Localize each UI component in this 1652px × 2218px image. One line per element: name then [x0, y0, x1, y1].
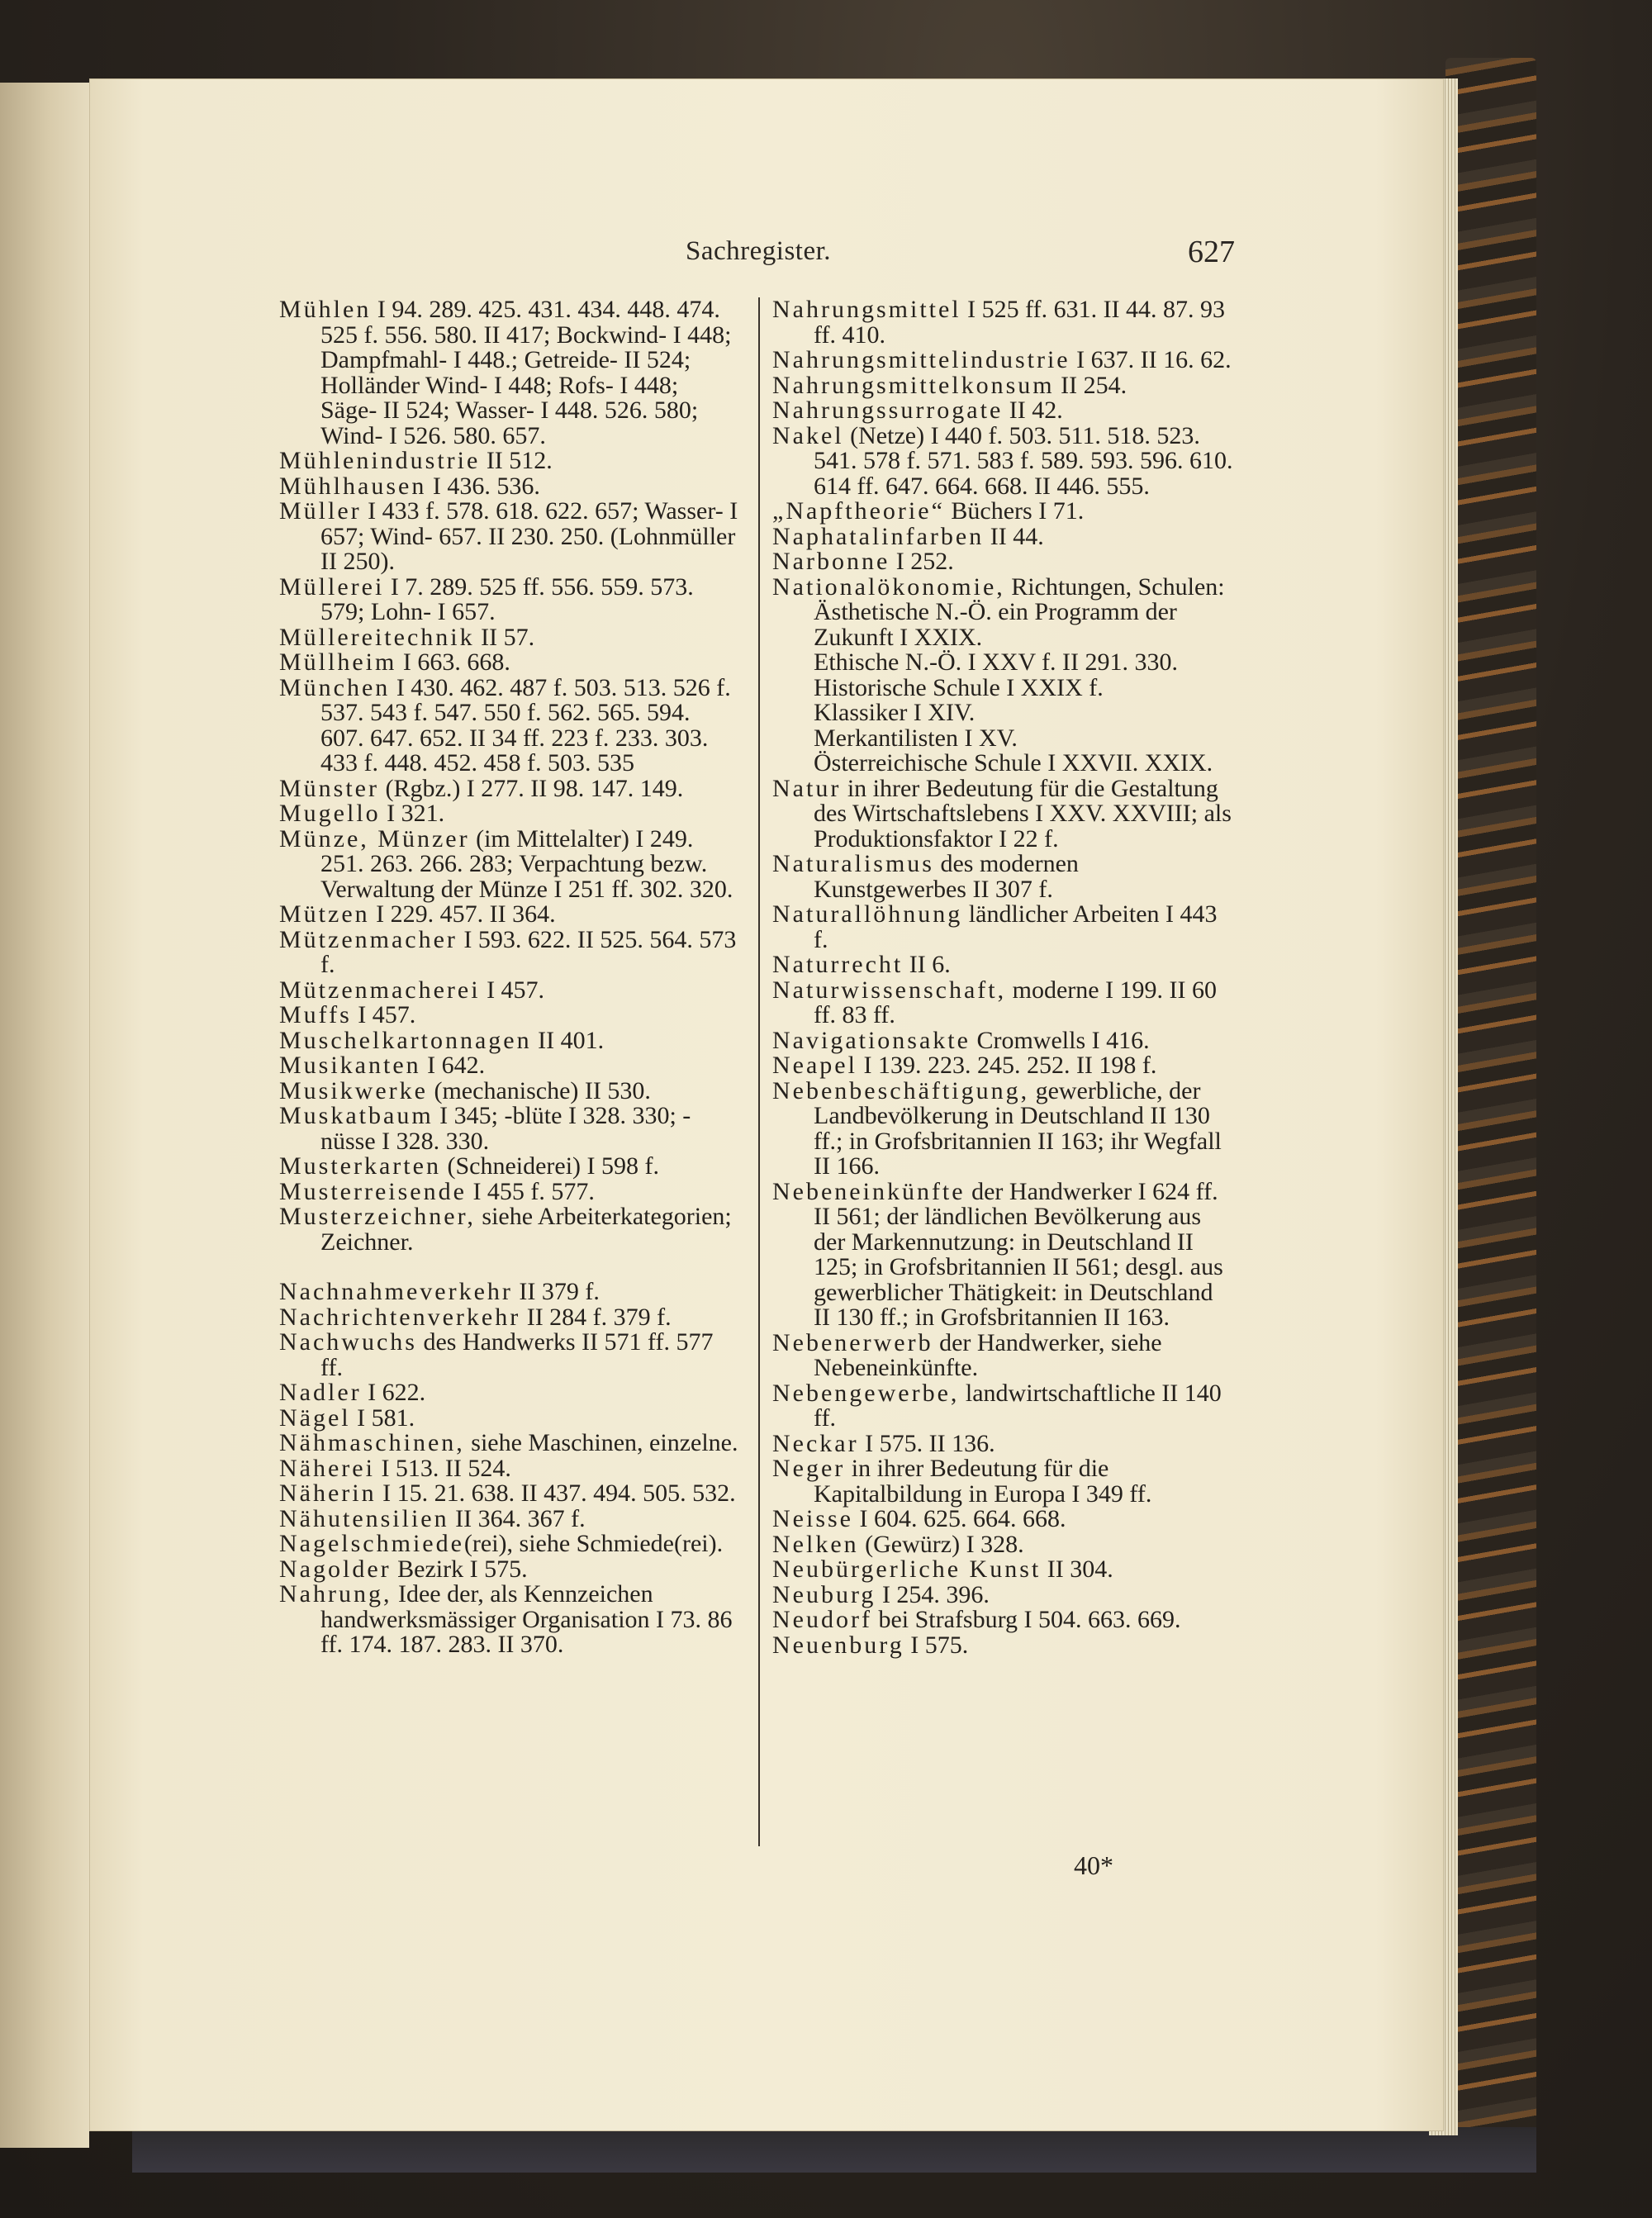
index-entry-headword: Muschelkartonnagen	[279, 1026, 532, 1054]
index-entry	[279, 1003, 738, 1028]
index-entry-references: I 593. 622. II 525. 564. 573 f.	[320, 925, 737, 978]
index-entry-headword: Näherin	[279, 1479, 377, 1507]
index-entry-references: I 455 f. 577.	[466, 1177, 595, 1205]
index-entry-references: Cromwells I 416.	[970, 1026, 1150, 1054]
index-entry	[279, 449, 738, 474]
index-entry-headword: Naturwissenschaft,	[772, 976, 1007, 1004]
index-entry-headword: Münster	[279, 774, 379, 802]
index-entry-headword: Nelken	[772, 1530, 859, 1558]
index-entry-references: ländlicher Arbeiten I 443 f.	[814, 900, 1218, 953]
page-number: 627	[1188, 235, 1235, 269]
index-entry-headword: Nähmaschinen,	[279, 1429, 465, 1456]
index-column-right	[772, 297, 1235, 1658]
column-divider	[758, 297, 760, 1846]
index-entry-references: siehe Arbeiterkategorien; Zeichner.	[320, 1203, 732, 1256]
index-entry-references: I 622.	[361, 1379, 426, 1406]
index-entry-references: (Netze) I 440 f. 503. 511. 518. 523. 541. 578 f. 571. 583 f. 589. 593. 596. 610. 614 ff. 647. 664. 668. II 446. 555.	[814, 421, 1233, 500]
index-entry-headword: Nahrungsmittelkonsum	[772, 371, 1055, 399]
index-entry	[772, 1507, 1235, 1532]
index-entry-references: (Schneiderei) I 598 f.	[440, 1152, 660, 1180]
index-entry	[279, 1280, 738, 1305]
index-entry-references: Ethische N.-Ö. I XXV f. II 291. 330.	[814, 648, 1179, 676]
index-entry-references: Richtungen, Schulen:	[1004, 572, 1225, 601]
index-entry	[772, 1028, 1235, 1054]
index-entry-references: II 42.	[1003, 397, 1063, 424]
index-entry-references: I 581.	[350, 1403, 415, 1432]
index-entry-references: (rei), siehe Schmiede(rei).	[463, 1530, 724, 1557]
index-entry-references: der Handwerker I 624 ff. II 561; der ländlichen Bevölkerung aus der Markennutzung: in Deutschland II 125; in Grofsbritannien II 561; desgl. aus gewerblicher Thätigkeit: in Deutschland II 130 ff.; in Grofsbritannien II 163.	[814, 1177, 1223, 1331]
index-entry	[279, 1504, 738, 1532]
index-entry-headword: „Napftheorie“	[772, 497, 945, 525]
index-entry-references: Idee der, als Kennzeichen handwerksmässiger Organisation I 73. 86 ff. 174. 187. 283. II 370.	[320, 1580, 733, 1658]
left-page-edge	[0, 83, 89, 2148]
index-entry-headword: Neuenburg	[772, 1631, 904, 1659]
index-entry	[279, 1557, 738, 1583]
index-entry	[279, 673, 738, 777]
index-entry	[772, 522, 1235, 550]
index-entry	[279, 902, 738, 928]
index-entry	[772, 852, 1235, 902]
index-entry-references: Ästhetische N.-Ö. ein Programm der Zukunft I XXIX.	[814, 598, 1177, 651]
index-entry-references: I 254. 396.	[876, 1580, 990, 1608]
index-entry-headword: Nagolder	[279, 1555, 392, 1583]
index-entry-references: siehe Maschinen, einzelne.	[464, 1429, 738, 1456]
index-entry	[279, 1076, 738, 1104]
index-entry	[772, 726, 1235, 752]
index-entry-references: der Handwerker, siehe Nebeneinkünfte.	[814, 1328, 1162, 1381]
index-entry	[279, 499, 738, 575]
index-entry-references: I 229. 457. II 364.	[369, 900, 556, 928]
index-entry	[279, 474, 738, 500]
index-entry-headword: Nagelschmiede	[279, 1530, 464, 1557]
index-entry-headword: Nadler	[279, 1379, 362, 1406]
index-entry	[279, 801, 738, 827]
index-entry-headword: Neckar	[772, 1429, 859, 1457]
index-entry-references: I 604. 625. 664. 668.	[852, 1505, 1066, 1532]
index-entry-headword: Nägel	[279, 1403, 351, 1432]
index-entry	[772, 774, 1235, 853]
index-entry	[772, 650, 1235, 676]
index-entry	[772, 1076, 1235, 1180]
index-entry	[279, 1330, 738, 1380]
index-entry-headword: Mützenmacherei	[279, 976, 481, 1004]
index-entry	[772, 751, 1235, 777]
running-head: Sachregister.	[686, 236, 832, 266]
index-entry-headword: Nahrungsmittel	[772, 296, 961, 323]
index-entry-references: moderne I 199. II 60 ff. 83 ff.	[814, 976, 1218, 1028]
index-entry-headword: Mützenmacher	[279, 925, 458, 953]
index-entry-headword: Nebeneinkünfte	[772, 1177, 966, 1205]
index-entry-headword: Naphatalinfarben	[772, 522, 985, 550]
index-entry-references: II 401.	[531, 1026, 605, 1054]
index-entry	[772, 549, 1235, 575]
index-entry-headword: Naturrecht	[772, 951, 904, 978]
index-entry	[279, 1177, 738, 1205]
index-entry	[772, 600, 1235, 650]
index-entry	[772, 499, 1235, 525]
index-entry	[772, 1580, 1235, 1608]
index-entry	[772, 978, 1235, 1028]
index-entry-headword: Nachwuchs	[279, 1328, 417, 1356]
index-entry	[279, 1582, 738, 1658]
index-entry-headword: Navigationsakte	[772, 1026, 971, 1054]
index-entry-headword: Nachrichtenverkehr	[279, 1303, 521, 1331]
index-entry-references: landwirtschaftliche II 140 ff.	[814, 1379, 1222, 1432]
index-entry	[279, 1154, 738, 1180]
index-entry-headword: Nähutensilien	[279, 1504, 449, 1532]
index-entry-references: I 457.	[351, 1001, 416, 1028]
index-entry-headword: Musikanten	[279, 1052, 421, 1079]
index-entry-references: I 436. 536.	[426, 472, 540, 500]
cover-edge-right	[1446, 58, 1536, 2156]
index-entry	[772, 1053, 1235, 1079]
index-entry	[772, 297, 1235, 348]
index-entry-references: I 663. 668.	[396, 648, 510, 676]
index-entry	[772, 673, 1235, 701]
index-entry-references: I 457.	[480, 976, 545, 1004]
index-entry-headword: Müllheim	[279, 648, 397, 676]
index-column-left	[279, 297, 738, 1658]
index-entry-references: in ihrer Bedeutung für die Gestaltung des Wirtschaftslebens I XXV. XXVIII; als Produktionsfaktor I 22 f.	[814, 774, 1232, 853]
index-entry	[279, 1431, 738, 1456]
index-entry	[279, 978, 738, 1004]
index-entry-headword: Nakel	[772, 421, 844, 449]
index-entry-references: I 430. 462. 487 f. 503. 513. 526 f. 537. 543 f. 547. 550 f. 562. 565. 594. 607. 647. 652. II 34 ff. 223 f. 233. 303. 433 f. 448. 452. 458 f. 503. 535	[320, 673, 731, 777]
index-entry-headword: Nahrung,	[279, 1580, 392, 1608]
index-entry-headword: Musikwerke	[279, 1076, 428, 1104]
index-entry-headword: Mühlhausen	[279, 472, 427, 500]
index-entry-headword: Narbonne	[772, 548, 890, 575]
index-entry	[772, 902, 1235, 952]
index-entry	[279, 1380, 738, 1406]
index-entry	[279, 625, 738, 651]
index-entry-references: (Rgbz.) I 277. II 98. 147. 149.	[379, 774, 684, 802]
index-entry-references: (mechanische) II 530.	[427, 1076, 651, 1104]
index-entry	[279, 1456, 738, 1482]
index-entry-references: (Gewürz) I 328.	[858, 1530, 1024, 1558]
index-entry-headword: Muffs	[279, 1001, 352, 1028]
cover-edge-bottom	[132, 2127, 1536, 2173]
index-entry	[279, 1305, 738, 1331]
index-entry-headword: Neisse	[772, 1505, 853, 1532]
index-entry	[772, 1328, 1235, 1381]
index-entry-headword: Müllereitechnik	[279, 623, 475, 651]
index-entry	[772, 1532, 1235, 1558]
index-entry	[279, 572, 738, 625]
index-entry-headword: Mützen	[279, 900, 370, 928]
index-entry-references: I 7. 289. 525 ff. 556. 559. 573. 579; Lohn- I 657.	[320, 572, 694, 625]
index-entry-references: I 321.	[380, 800, 445, 827]
index-entry-headword: Münze, Münzer	[279, 824, 470, 853]
index-entry-references: II 44.	[984, 522, 1044, 550]
index-entry-headword: Mühlen	[279, 296, 372, 323]
index-entry	[772, 1633, 1235, 1659]
index-entry-references: des Handwerks II 571 ff. 577 ff.	[320, 1328, 714, 1381]
index-entry	[279, 1053, 738, 1079]
index-entry-headword: Nahrungssurrogate	[772, 397, 1004, 424]
index-entry	[279, 1104, 738, 1154]
index-entry-headword: München	[279, 673, 391, 701]
index-entry-headword: Musterreisende	[279, 1177, 467, 1205]
index-entry-headword: Nationalökonomie,	[772, 572, 1005, 601]
index-entry-references: Büchers I 71.	[944, 497, 1085, 525]
index-entry	[279, 1481, 738, 1507]
index-entry-references: II 304.	[1041, 1555, 1113, 1583]
signature-mark: 40*	[1074, 1850, 1113, 1880]
index-entry-references: gewerbliche, der Landbevölkerung in Deutschland II 130 ff.; in Grofsbritannien II 163; ihr Wegfall II 166.	[814, 1076, 1222, 1180]
index-entry-references: I 15. 21. 638. II 437. 494. 505. 532.	[376, 1479, 736, 1507]
index-entry-headword: Nachnahmeverkehr	[279, 1278, 513, 1305]
index-entry	[279, 1403, 738, 1432]
index-entry-references: II 284 f. 379 f.	[520, 1303, 672, 1331]
index-entry-headword: Neapel	[772, 1052, 857, 1079]
index-entry-headword: Neuburg	[772, 1580, 876, 1608]
index-entry-references: II 57.	[474, 623, 535, 651]
index-entry-references: I 94. 289. 425. 431. 434. 448. 474. 525 f. 556. 580. II 417; Bockwind- I 448; Dampfmahl- I 448.; Getreide- II 524; Holländer Wind- I 448; Rofs- I 448; Säge- II 524; Wasser- I 448. 526. 580; Wind- I 526. 580. 657.	[320, 296, 732, 449]
index-entry-references: Historische Schule I XXIX f.	[814, 673, 1104, 701]
index-entry-headword: Näherei	[279, 1454, 375, 1482]
index-entry-headword: Mugello	[279, 800, 381, 827]
index-entry-references: II 379 f.	[512, 1278, 600, 1305]
index-entry	[772, 1608, 1235, 1633]
index-entry	[279, 925, 738, 978]
index-entry	[772, 1177, 1235, 1331]
index-entry-headword: Nebenbeschäftigung,	[772, 1076, 1030, 1104]
index-entry-references: I 139. 223. 245. 252. II 198 f.	[857, 1052, 1157, 1079]
index-entry	[279, 1532, 738, 1557]
index-entry-headword: Müllerei	[279, 572, 385, 601]
index-entry-headword: Nebengewerbe,	[772, 1379, 960, 1407]
index-entry-headword: Neudorf	[772, 1606, 872, 1633]
index-entry-headword: Müller	[279, 497, 362, 525]
index-entry	[772, 348, 1235, 373]
index-entry	[772, 701, 1235, 726]
index-entry-headword: Mühlenindustrie	[279, 447, 481, 474]
index-entry-references: Österreichische Schule I XXVII. XXIX.	[814, 749, 1213, 777]
index-entry	[772, 1429, 1235, 1457]
index-entry-references: in ihrer Bedeutung für die Kapitalbildung in Europa I 349 ff.	[814, 1455, 1152, 1508]
index-entry	[772, 1456, 1235, 1507]
index-entry	[772, 952, 1235, 978]
index-entry	[772, 1557, 1235, 1583]
index-entry-references: II 6.	[903, 951, 951, 978]
index-entry-headword: Natur	[772, 774, 842, 802]
index-entry-references: Klassiker I XIV.	[814, 699, 976, 726]
index-entry-headword: Musterzeichner,	[279, 1203, 476, 1230]
index-entry	[279, 1028, 738, 1054]
index-entry-headword: Naturalismus	[772, 850, 934, 877]
index-entry-references: II 364. 367 f.	[449, 1504, 586, 1532]
index-entry-references: Merkantilisten I XV.	[814, 724, 1018, 752]
index-entry	[279, 1204, 738, 1255]
index-entry-references: (im Mittelalter) I 249. 251. 263. 266. 283; Verpachtung bezw. Verwaltung der Münze I 251 ff. 302. 320.	[320, 824, 733, 903]
index-entry-references: II 512.	[480, 447, 553, 474]
index-entry-references: I 575.	[904, 1631, 969, 1659]
index-entry-references: I 345; -blüte I 328. 330; -nüsse I 328. 330.	[320, 1102, 691, 1155]
index-entry-headword: Neger	[772, 1455, 846, 1482]
index-entry-references: I 642.	[420, 1052, 486, 1079]
index-entry-references: I 433 f. 578. 618. 622. 657; Wasser- I 657; Wind- 657. II 230. 250. (Lohnmüller II 250).	[320, 497, 738, 575]
index-entry	[279, 650, 738, 676]
index-entry-references: Bezirk I 575.	[391, 1555, 528, 1583]
index-entry-headword: Musterkarten	[279, 1152, 441, 1180]
index-entry-headword: Naturallöhnung	[772, 900, 963, 928]
index-entry-headword: Nahrungsmittelindustrie	[772, 346, 1070, 373]
index-entry	[772, 398, 1235, 424]
index-entry-references: I 525 ff. 631. II 44. 87. 93 ff. 410.	[814, 296, 1226, 349]
index-entry	[772, 572, 1235, 601]
index-entry-references: II 254.	[1054, 371, 1127, 399]
index-entry-references: I 637. II 16. 62.	[1070, 346, 1232, 373]
index-entry-references: I 575. II 136.	[858, 1429, 995, 1457]
index-entry-references: I 252.	[890, 548, 954, 575]
index-entry	[279, 297, 738, 449]
index-entry	[772, 421, 1235, 500]
index-entry-headword: Neubürgerliche Kunst	[772, 1555, 1042, 1583]
index-entry-headword: Nebenerwerb	[772, 1328, 933, 1356]
index-entry	[279, 824, 738, 903]
index-entry-references: des modernen Kunstgewerbes II 307 f.	[814, 850, 1079, 903]
index-entry-headword: Muskatbaum	[279, 1102, 434, 1129]
index-entry-references: I 513. II 524.	[374, 1454, 511, 1482]
index-entry	[772, 1381, 1235, 1432]
index-entry-references: bei Strafsburg I 504. 663. 669.	[871, 1606, 1181, 1633]
index-entry	[279, 774, 738, 802]
index-entry	[772, 373, 1235, 399]
